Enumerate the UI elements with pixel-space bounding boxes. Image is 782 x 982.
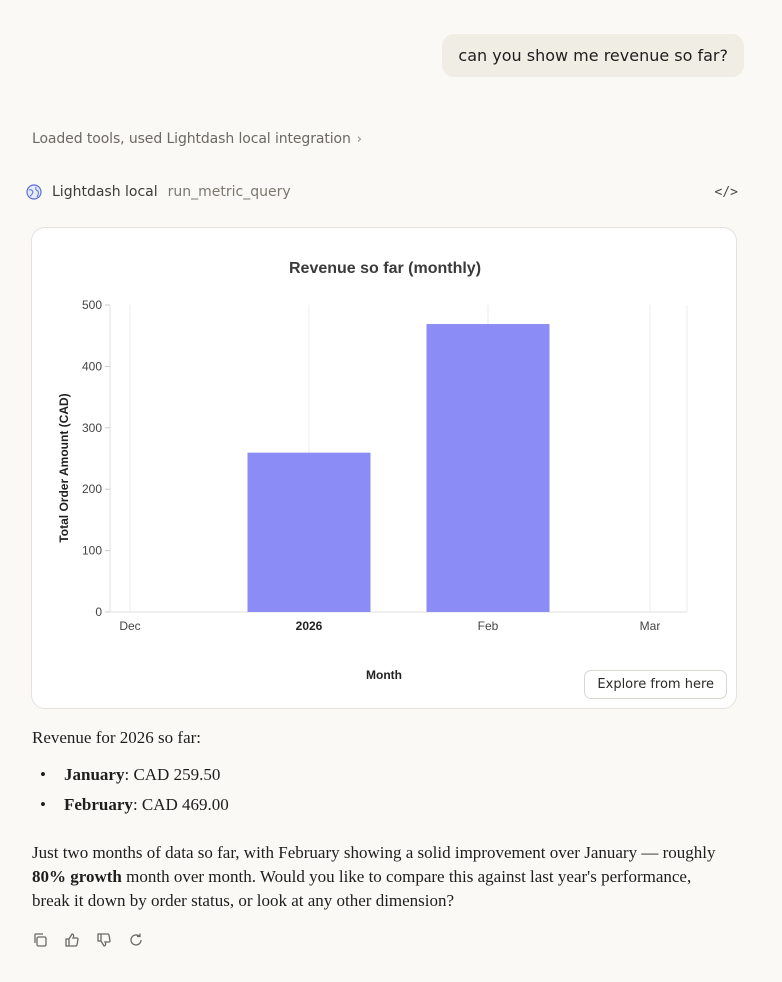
answer-summary	[32, 841, 722, 913]
x-tick-label: Dec	[119, 619, 141, 633]
chart-title: Revenue so far (monthly)	[288, 260, 482, 277]
chevron-right-icon: ›	[356, 131, 362, 147]
growth-highlight: 80% growth	[32, 867, 122, 886]
thumbs-down-icon[interactable]	[96, 932, 114, 950]
tool-call-row	[26, 184, 738, 200]
x-axis-ticks	[119, 619, 660, 633]
x-tick-label: Mar	[639, 619, 661, 633]
list-item	[40, 793, 722, 817]
revenue-chart	[32, 228, 738, 710]
y-tick-label: 0	[95, 605, 102, 619]
month-label: January	[64, 765, 125, 784]
month-label: February	[64, 795, 133, 814]
list-item	[40, 763, 722, 787]
tools-summary[interactable]	[32, 131, 362, 147]
bar-2026-02[interactable]	[427, 324, 550, 612]
chart-bars	[248, 324, 550, 612]
y-tick-label: 200	[81, 482, 102, 497]
globe-icon	[26, 184, 42, 200]
tools-summary-label: Loaded tools, used Lightdash local integration	[32, 131, 351, 147]
x-axis-label: Month	[366, 668, 402, 682]
revenue-list	[40, 763, 722, 817]
retry-icon[interactable]	[128, 932, 146, 950]
chart-card	[31, 227, 737, 709]
message-actions	[32, 932, 146, 950]
tool-function-name: run_metric_query	[167, 184, 291, 200]
y-axis-label: Total Order Amount (CAD)	[57, 393, 71, 543]
x-tick-label: Feb	[477, 619, 499, 633]
summary-text-end: month over month. Would you like to compare this against last year's performance, break it down by order status, or look at any other dimension?	[32, 867, 692, 910]
explore-button[interactable]: Explore from here	[584, 670, 727, 699]
y-tick-label: 500	[81, 298, 102, 312]
y-tick-label: 100	[81, 543, 102, 558]
month-value: : CAD 259.50	[124, 765, 221, 784]
answer-intro: Revenue for 2026 so far:	[32, 728, 202, 747]
bar-2026-01[interactable]	[248, 453, 371, 612]
y-tick-label: 300	[81, 420, 102, 435]
x-tick-label: 2026	[295, 619, 323, 633]
month-value: : CAD 469.00	[132, 795, 229, 814]
tool-server-name: Lightdash local	[52, 184, 158, 200]
user-message: can you show me revenue so far?	[442, 34, 744, 77]
chart-grid	[110, 305, 687, 612]
copy-icon[interactable]	[32, 932, 50, 950]
summary-text-start: Just two months of data so far, with February showing a solid improvement over January — roughly	[32, 843, 716, 862]
y-tick-label: 400	[81, 359, 102, 374]
y-axis-ticks	[82, 298, 110, 619]
assistant-answer	[32, 726, 722, 913]
code-icon[interactable]: </>	[714, 184, 738, 200]
thumbs-up-icon[interactable]	[64, 932, 82, 950]
